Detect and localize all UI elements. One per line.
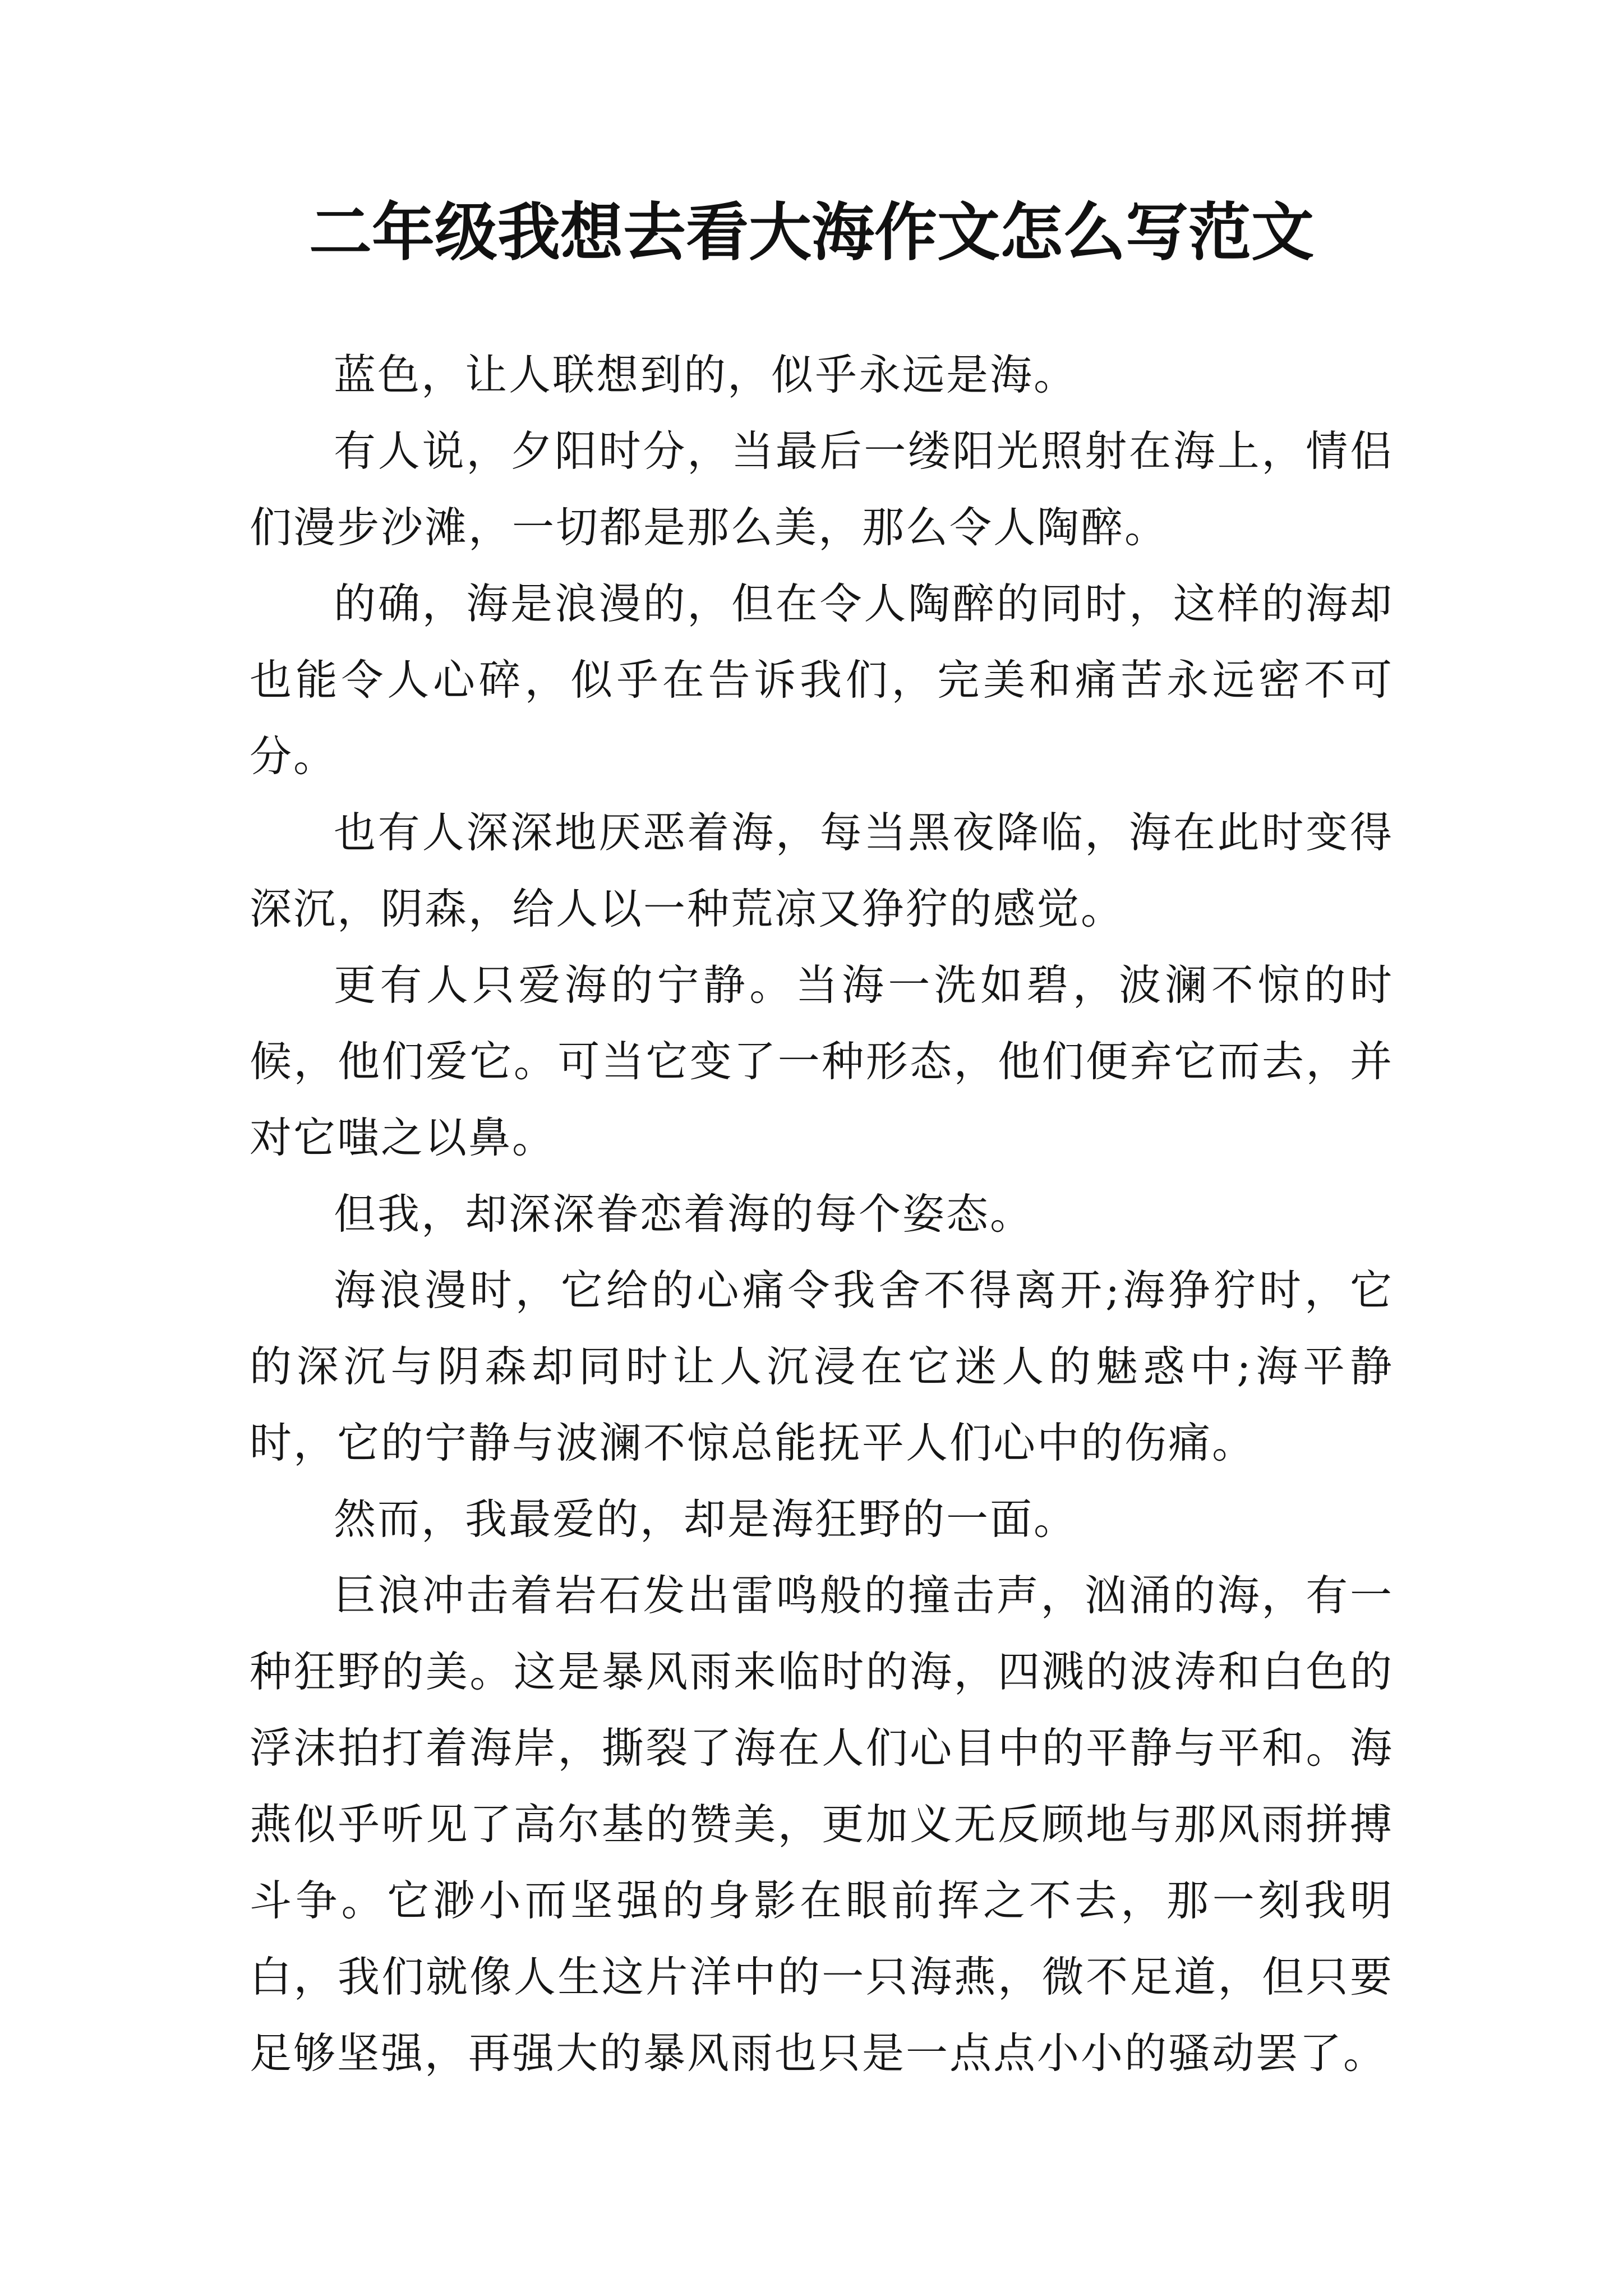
paragraph: 海浪漫时，它给的心痛令我舍不得离开;海狰狞时，它的深沉与阴森却同时让人沉浸在它迷人的魅惑中;海平静时，它的宁静与波澜不惊总能抚平人们心中的伤痛。 [250,1266,1394,1467]
paragraph: 有人说，夕阳时分，当最后一缕阳光照射在海上，情侣们漫步沙滩，一切都是那么美，那么令人陶醉。 [250,426,1394,552]
paragraph: 的确，海是浪漫的，但在令人陶醉的同时，这样的海却也能令人心碎，似乎在告诉我们，完美和痛苦永远密不可分。 [250,579,1394,781]
paragraph: 也有人深深地厌恶着海，每当黑夜降临，海在此时变得深沉，阴森，给人以一种荒凉又狰狞的感觉。 [250,808,1394,933]
document-body [250,337,1394,2091]
paragraph: 然而，我最爱的，却是海狂野的一面。 [334,1494,1078,1544]
document-title: 二年级我想去看大海作文怎么写范文 [309,196,1314,269]
paragraph: 更有人只爱海的宁静。当海一洗如碧，波澜不惊的时候，他们爱它。可当它变了一种形态，他们便弃它而去，并对它嗤之以鼻。 [250,960,1394,1162]
paragraph: 蓝色，让人联想到的，似乎永远是海。 [334,350,1078,399]
paragraph: 巨浪冲击着岩石发出雷鸣般的撞击声，汹涌的海，有一种狂野的美。这是暴风雨来临时的海，四溅的波涛和白色的浮沫拍打着海岸，撕裂了海在人们心目中的平静与平和。海燕似乎听见了高尔基的赞美，更加义无反顾地与那风雨拼搏斗争。它渺小而坚强的身影在眼前挥之不去，那一刻我明白，我们就像人生这片洋中的一只海燕，微不足道，但只要足够坚强，再强大的暴风雨也只是一点点小小的骚动罢了。 [250,1571,1394,2078]
paragraph: 但我，却深深眷恋着海的每个姿态。 [334,1189,1034,1239]
